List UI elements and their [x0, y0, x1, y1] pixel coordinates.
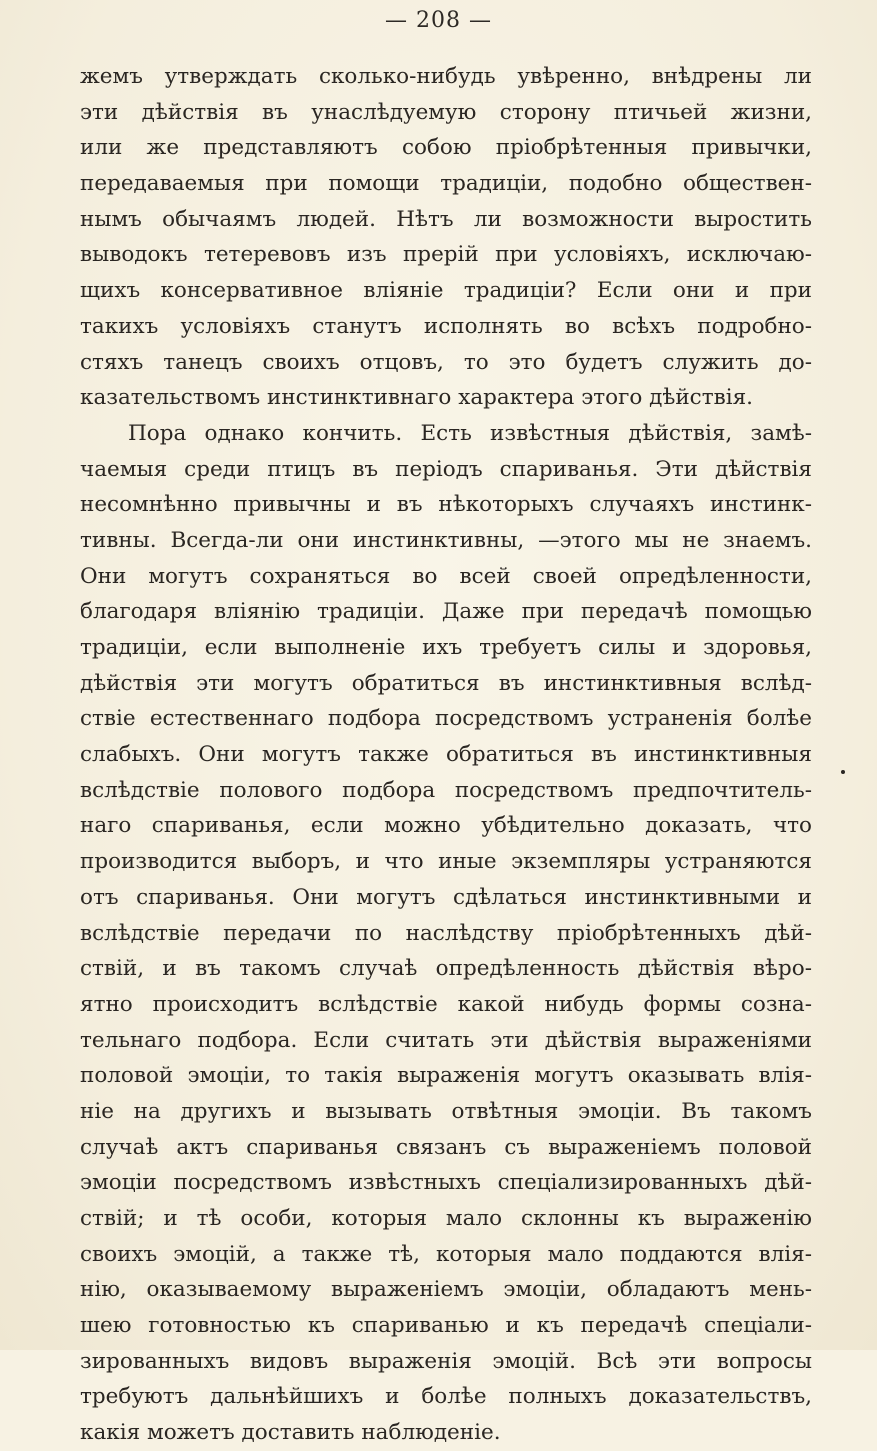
text-line: эти дѣйствія въ унаслѣдуемую сторону птичьей жизни, [80, 99, 812, 125]
body-text [80, 59, 812, 1451]
paragraph [80, 59, 812, 416]
text-line: жемъ утверждать сколько-нибудь увѣренно, внѣдрены ли [80, 64, 812, 89]
text-line: зированныхъ видовъ выраженія эмоцій. Всѣ эти вопросы [80, 1348, 812, 1374]
text-line: Они могутъ сохраняться во всей своей опредѣленности, [80, 563, 812, 589]
page-number: — 208 — [385, 8, 492, 33]
text-line: какія можетъ доставить наблюденіе. [80, 1420, 501, 1446]
text-line: казательствомъ инстинктивнаго характера этого дѣйствія. [80, 385, 753, 411]
text-line: тельнаго подбора. Если считать эти дѣйствія выраженіями [80, 1027, 812, 1053]
text-line: производится выборъ, и что иные экземпляры устраняются [80, 849, 812, 875]
text-line: вслѣдствіе передачи по наслѣдству пріобрѣтенныхъ дѣй- [80, 920, 812, 946]
text-line: ятно происходитъ вслѣдствіе какой нибудь формы созна- [80, 991, 812, 1017]
text-line: тивны. Всегда-ли они инстинктивны, —этого мы не знаемъ. [80, 527, 812, 553]
text-line: Пора однако кончить. Есть извѣстныя дѣйствія, замѣ- [128, 420, 812, 446]
text-line: такихъ условіяхъ станутъ исполнять во всѣхъ подробно- [80, 313, 812, 339]
text-line: требуютъ дальнѣйшихъ и болѣе полныхъ доказательствъ, [80, 1384, 812, 1410]
text-line: выводокъ тетеревовъ изъ прерій при условіяхъ, исключаю- [80, 242, 812, 268]
text-line: шею готовностью къ спариванью и къ передачѣ спеціали- [80, 1313, 812, 1339]
text-line: слабыхъ. Они могутъ также обратиться въ инстинктивныя [80, 742, 812, 768]
text-line: или же представляютъ собою пріобрѣтенныя привычки, [80, 135, 812, 161]
text-line: стяхъ танецъ своихъ отцовъ, то это будетъ служить до- [80, 349, 812, 375]
text-line: своихъ эмоцій, а также тѣ, которыя мало поддаются влія- [80, 1241, 812, 1267]
text-line: эмоціи посредствомъ извѣстныхъ спеціализированныхъ дѣй- [80, 1170, 812, 1196]
text-line: половой эмоціи, то такія выраженія могутъ оказывать влія- [80, 1063, 812, 1089]
text-line: традиціи, если выполненіе ихъ требуетъ силы и здоровья, [80, 635, 812, 660]
text-line: отъ спариванья. Они могутъ сдѣлаться инстинктивными и [80, 884, 812, 910]
text-line: ствій, и въ такомъ случаѣ опредѣленность дѣйствія вѣро- [80, 956, 812, 982]
text-line: чаемыя среди птицъ въ періодъ спариванья. Эти дѣйствія [80, 456, 812, 482]
text-line: передаваемыя при помощи традиціи, подобно обществен- [80, 171, 812, 197]
text-line: несомнѣнно привычны и въ нѣкоторыхъ случаяхъ инстинк- [80, 492, 812, 518]
text-line: ствій; и тѣ особи, которыя мало склонны къ выраженію [80, 1206, 812, 1231]
text-line: наго спариванья, если можно убѣдительно доказать, что [80, 813, 812, 839]
text-line: случаѣ актъ спариванья связанъ съ выраженіемъ половой [80, 1134, 812, 1160]
text-line: благодаря вліянію традиціи. Даже при передачѣ помощью [80, 599, 812, 625]
text-line: щихъ консервативное вліяніе традиціи? Если они и при [80, 278, 812, 304]
text-line: вслѣдствіе полового подбора посредствомъ предпочтитель- [80, 777, 812, 803]
text-line: ніе на другихъ и вызывать отвѣтныя эмоціи. Въ такомъ [80, 1098, 812, 1124]
text-line: ствіе естественнаго подбора посредствомъ устраненія болѣе [80, 706, 812, 732]
text-line: нію, оказываемому выраженіемъ эмоціи, обладаютъ мень- [80, 1277, 812, 1303]
text-line: нымъ обычаямъ людей. Нѣтъ ли возможности выростить [80, 206, 812, 232]
margin-ink-dot [841, 770, 845, 774]
paragraph [80, 416, 812, 1451]
text-line: дѣйствія эти могутъ обратиться въ инстинктивныя вслѣд- [80, 670, 812, 696]
